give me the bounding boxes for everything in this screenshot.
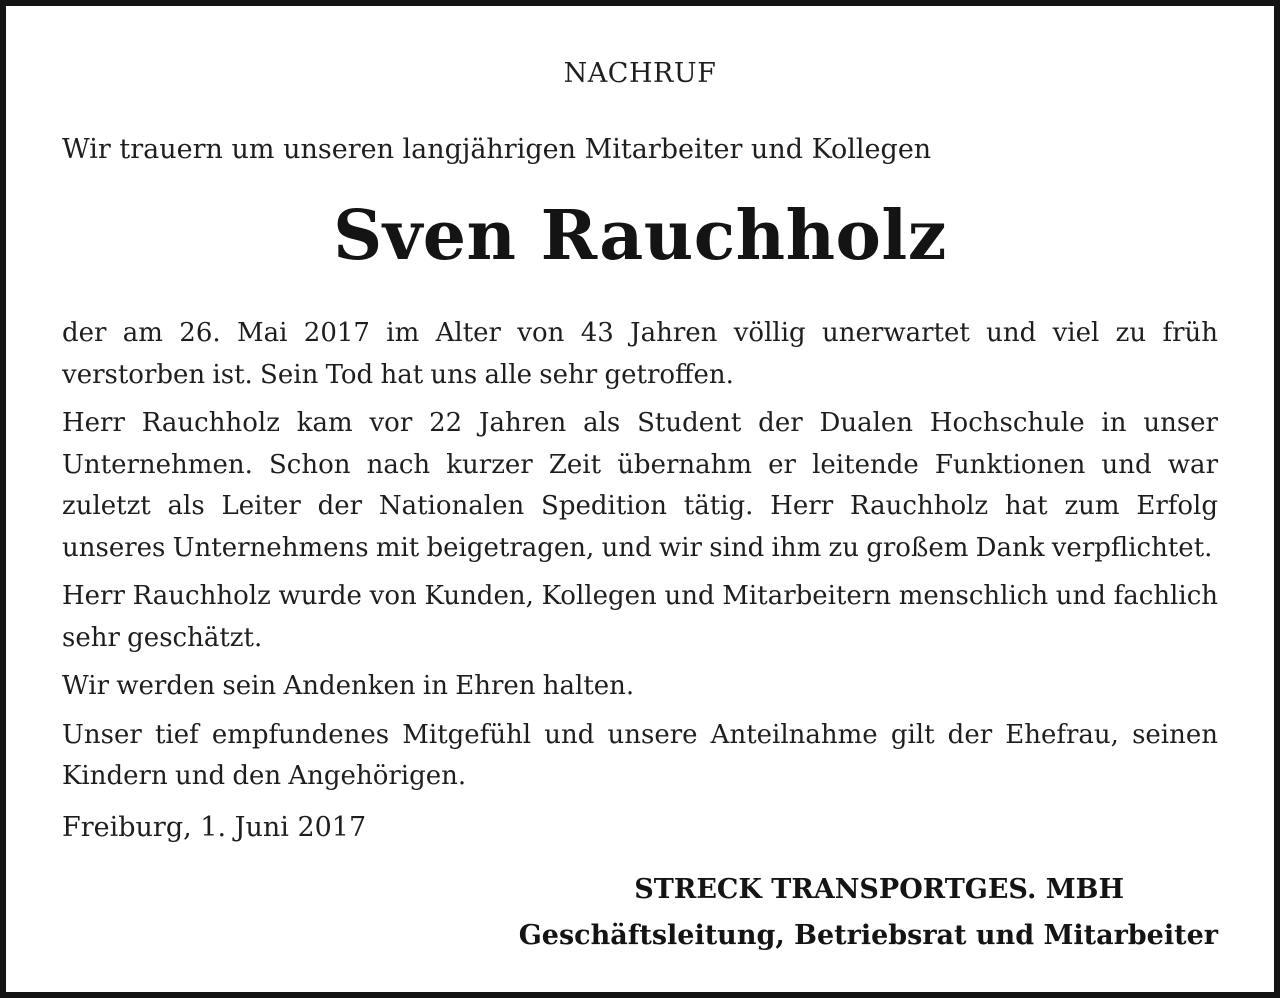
notice-heading: NACHRUF [563,58,717,89]
deceased-name: Sven Rauchholz [333,196,947,276]
body-paragraph: Herr Rauchholz kam vor 22 Jahren als Student der Dualen Hochschule in unser Unternehmen. Schon nach kurzer Zeit übernahm er leitende Funktionen und war zuletzt als Leiter der Nationalen Spedition tätig. Herr Rauchholz hat zum Erfolg unseres Unternehmens mit beigetragen, und wir sind ihm zu großem Dank verpflichtet. [62,408,1218,563]
place-and-date: Freiburg, 1. Juni 2017 [62,812,367,843]
body-paragraph: der am 26. Mai 2017 im Alter von 43 Jahren völlig unerwartet und viel zu früh verstorben ist. Sein Tod hat uns alle sehr getroffen. [62,318,1218,390]
body-paragraph: Unser tief empfundenes Mitgefühl und unsere Anteilnahme gilt der Ehefrau, seinen Kindern und den Angehörigen. [62,719,1218,791]
notice-body [62,313,1218,805]
body-paragraph: Herr Rauchholz wurde von Kunden, Kollegen und Mitarbeitern menschlich und fachlich sehr geschätzt. [62,581,1218,653]
body-paragraph: Wir werden sein Andenken in Ehren halten. [62,671,635,701]
intro-line: Wir trauern um unseren langjährigen Mitarbeiter und Kollegen [62,134,932,165]
company-name: STRECK TRANSPORTGES. MBH [634,874,1124,905]
signature-subline: Geschäftsleitung, Betriebsrat und Mitarbeiter [518,920,1218,951]
